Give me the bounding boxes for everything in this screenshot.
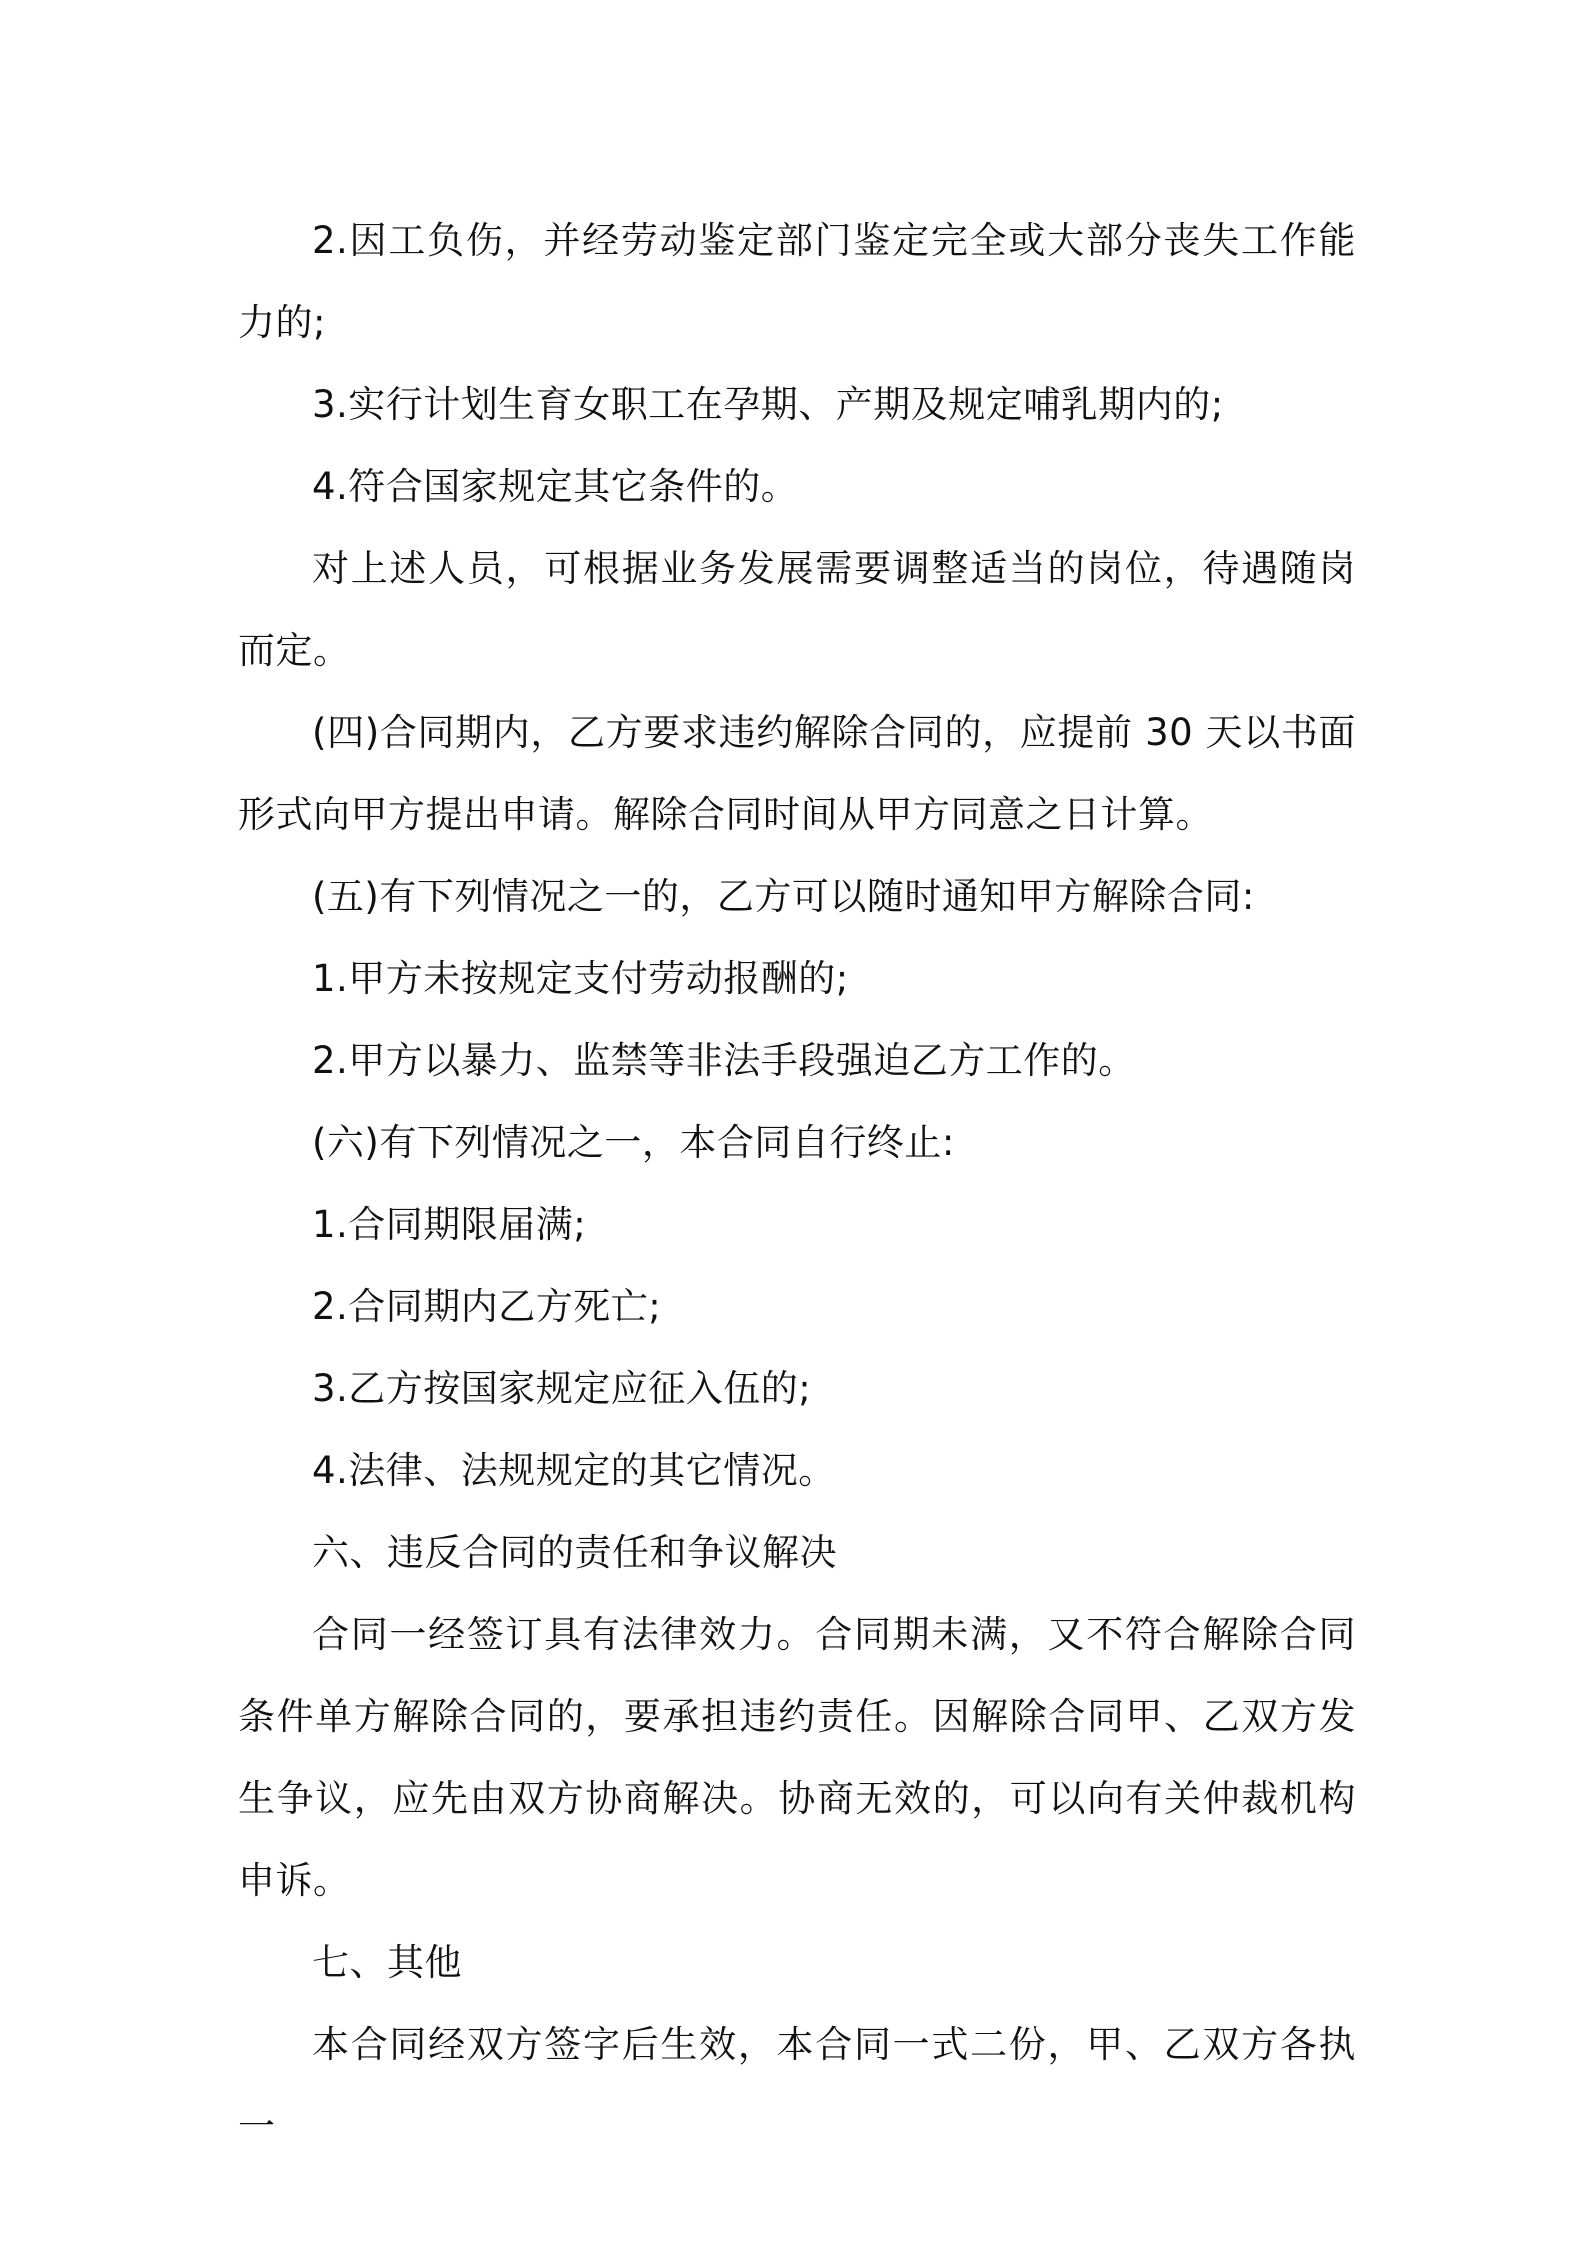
heading-breach-and-disputes: 六、违反合同的责任和争议解决 xyxy=(312,1531,837,1574)
paragraph-clause-2-injury: 2.因工负伤，并经劳动鉴定部门鉴定完全或大部分丧失工作能力的; xyxy=(238,219,1356,344)
paragraph-clause-4-other-conditions: 4.符合国家规定其它条件的。 xyxy=(312,465,799,508)
paragraph-section-5-item-1: 1.甲方未按规定支付劳动报酬的; xyxy=(312,957,849,1000)
paragraph-section-6-item-3: 3.乙方按国家规定应征入伍的; xyxy=(312,1367,812,1410)
heading-other: 七、其他 xyxy=(312,1941,462,1984)
document-body xyxy=(238,200,1356,2168)
paragraph-position-adjustment: 对上述人员，可根据业务发展需要调整适当的岗位，待遇随岗而定。 xyxy=(238,547,1356,672)
paragraph-section-6-item-1: 1.合同期限届满; xyxy=(312,1203,587,1246)
paragraph-clause-3-maternity: 3.实行计划生育女职工在孕期、产期及规定哺乳期内的; xyxy=(312,383,1224,426)
paragraph-breach-and-disputes: 合同一经签订具有法律效力。合同期未满，又不符合解除合同条件单方解除合同的，要承担违约责任。因解除合同甲、乙双方发生争议，应先由双方协商解决。协商无效的，可以向有关仲裁机构申诉。 xyxy=(238,1613,1356,1902)
paragraph-effectiveness: 本合同经双方签字后生效，本合同一式二份，甲、乙双方各执一 xyxy=(238,2023,1356,2148)
paragraph-section-5-heading: (五)有下列情况之一的，乙方可以随时通知甲方解除合同: xyxy=(312,875,1255,918)
paragraph-section-5-item-2: 2.甲方以暴力、监禁等非法手段强迫乙方工作的。 xyxy=(312,1039,1136,1082)
paragraph-section-6-heading: (六)有下列情况之一，本合同自行终止: xyxy=(312,1121,955,1164)
paragraph-section-6-item-4: 4.法律、法规规定的其它情况。 xyxy=(312,1449,836,1492)
paragraph-section-6-item-2: 2.合同期内乙方死亡; xyxy=(312,1285,662,1328)
paragraph-section-4-resignation: (四)合同期内，乙方要求违约解除合同的，应提前 30 天以书面形式向甲方提出申请。解除合同时间从甲方同意之日计算。 xyxy=(238,711,1356,836)
